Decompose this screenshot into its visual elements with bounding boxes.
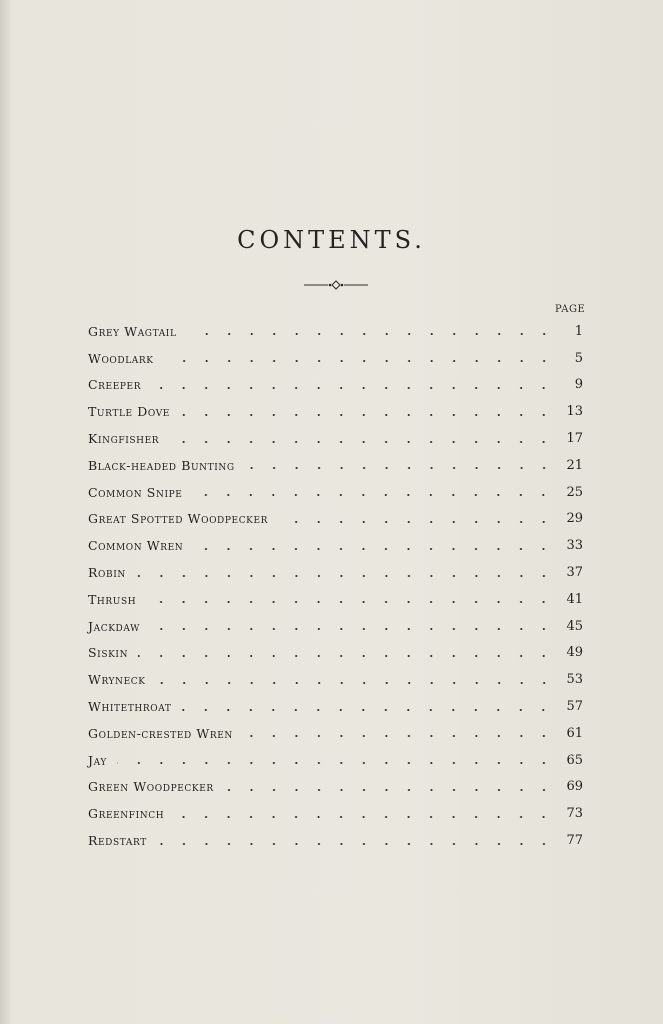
entry-page-number: 45 [566,618,583,634]
dot-leader [243,735,555,737]
contents-entry [88,479,583,506]
contents-entry [88,800,583,827]
dot-leader [187,333,555,335]
dot-leader [150,628,555,630]
dot-leader [138,655,555,657]
entry-title: Greenfinch [88,806,165,822]
page-edge [0,0,10,1024]
entry-page-number: 69 [566,779,583,795]
entry-page-number: 37 [566,565,583,581]
dot-leader [192,494,555,496]
entry-page-number: 65 [566,752,583,768]
entry-page-number: 33 [566,538,583,554]
dot-leader [169,441,555,443]
contents-entry [88,372,583,399]
contents-entry [88,425,583,452]
contents-entry [88,613,583,640]
entry-title: Siskin [88,645,129,661]
entry-title: Redstart [88,833,147,849]
dot-leader [180,414,555,416]
entry-page-number: 73 [566,806,583,822]
contents-entry [88,666,583,693]
entry-title: Golden-crested Wren [88,725,233,741]
entry-page-number: 21 [566,457,583,473]
contents-entry [88,720,583,747]
entry-page-number: 1 [574,323,583,339]
contents-entry [88,506,583,533]
contents-entry [88,559,583,586]
entry-page-number: 57 [566,699,583,715]
entry-title: Great Spotted Woodpecker [88,511,269,527]
dot-leader [193,548,555,550]
entry-title: Jackdaw [88,618,140,634]
entry-title: Wryneck [88,672,146,688]
entry-title: Whitethroat [88,699,172,715]
entry-page-number: 61 [566,725,583,741]
entry-page-number: 49 [566,645,583,661]
entry-page-number: 41 [566,591,583,607]
entry-page-number: 13 [566,404,583,420]
dot-leader [157,843,555,845]
dot-leader [224,789,555,791]
contents-entry [88,532,583,559]
dot-leader [136,575,555,577]
dot-leader [181,709,555,711]
entry-title: Thrush [88,591,137,607]
entry-title: Kingfisher [88,431,160,447]
dot-leader [278,521,555,523]
entry-page-number: 17 [566,431,583,447]
entry-page-number: 25 [566,484,583,500]
dot-leader [146,601,555,603]
dot-leader [151,387,555,389]
page-column-heading: PAGE [555,304,586,315]
dot-leader [174,816,555,818]
contents-entry [88,452,583,479]
contents-entry [88,693,583,720]
entry-title: Green Woodpecker [88,779,214,795]
contents-entry [88,398,583,425]
contents-entry [88,318,583,345]
entry-page-number: 29 [566,511,583,527]
contents-entry [88,586,583,613]
entry-page-number: 9 [574,377,583,393]
entry-title: Common Wren [88,538,184,554]
ornament-divider-icon [300,278,372,292]
entry-title: Jay [88,752,107,768]
entry-page-number: 5 [574,350,583,366]
contents-entry [88,345,583,372]
entry-title: Grey Wagtail [88,323,177,339]
entry-page-number: 77 [566,833,583,849]
entry-page-number: 53 [566,672,583,688]
entry-title: Woodlark [88,350,154,366]
contents-entry [88,774,583,801]
entry-title: Creeper [88,377,142,393]
contents-entry [88,827,583,854]
contents-entry [88,640,583,667]
dot-leader [156,682,555,684]
entry-title: Black-headed Bunting [88,457,235,473]
page-title: CONTENTS. [237,226,426,254]
dot-leader [245,467,555,469]
contents-entry [88,747,583,774]
dot-leader [117,762,555,764]
entry-title: Turtle Dove [88,404,170,420]
entry-title: Common Snipe [88,484,183,500]
contents-list [88,318,583,854]
entry-title: Robin [88,565,126,581]
dot-leader [164,360,555,362]
